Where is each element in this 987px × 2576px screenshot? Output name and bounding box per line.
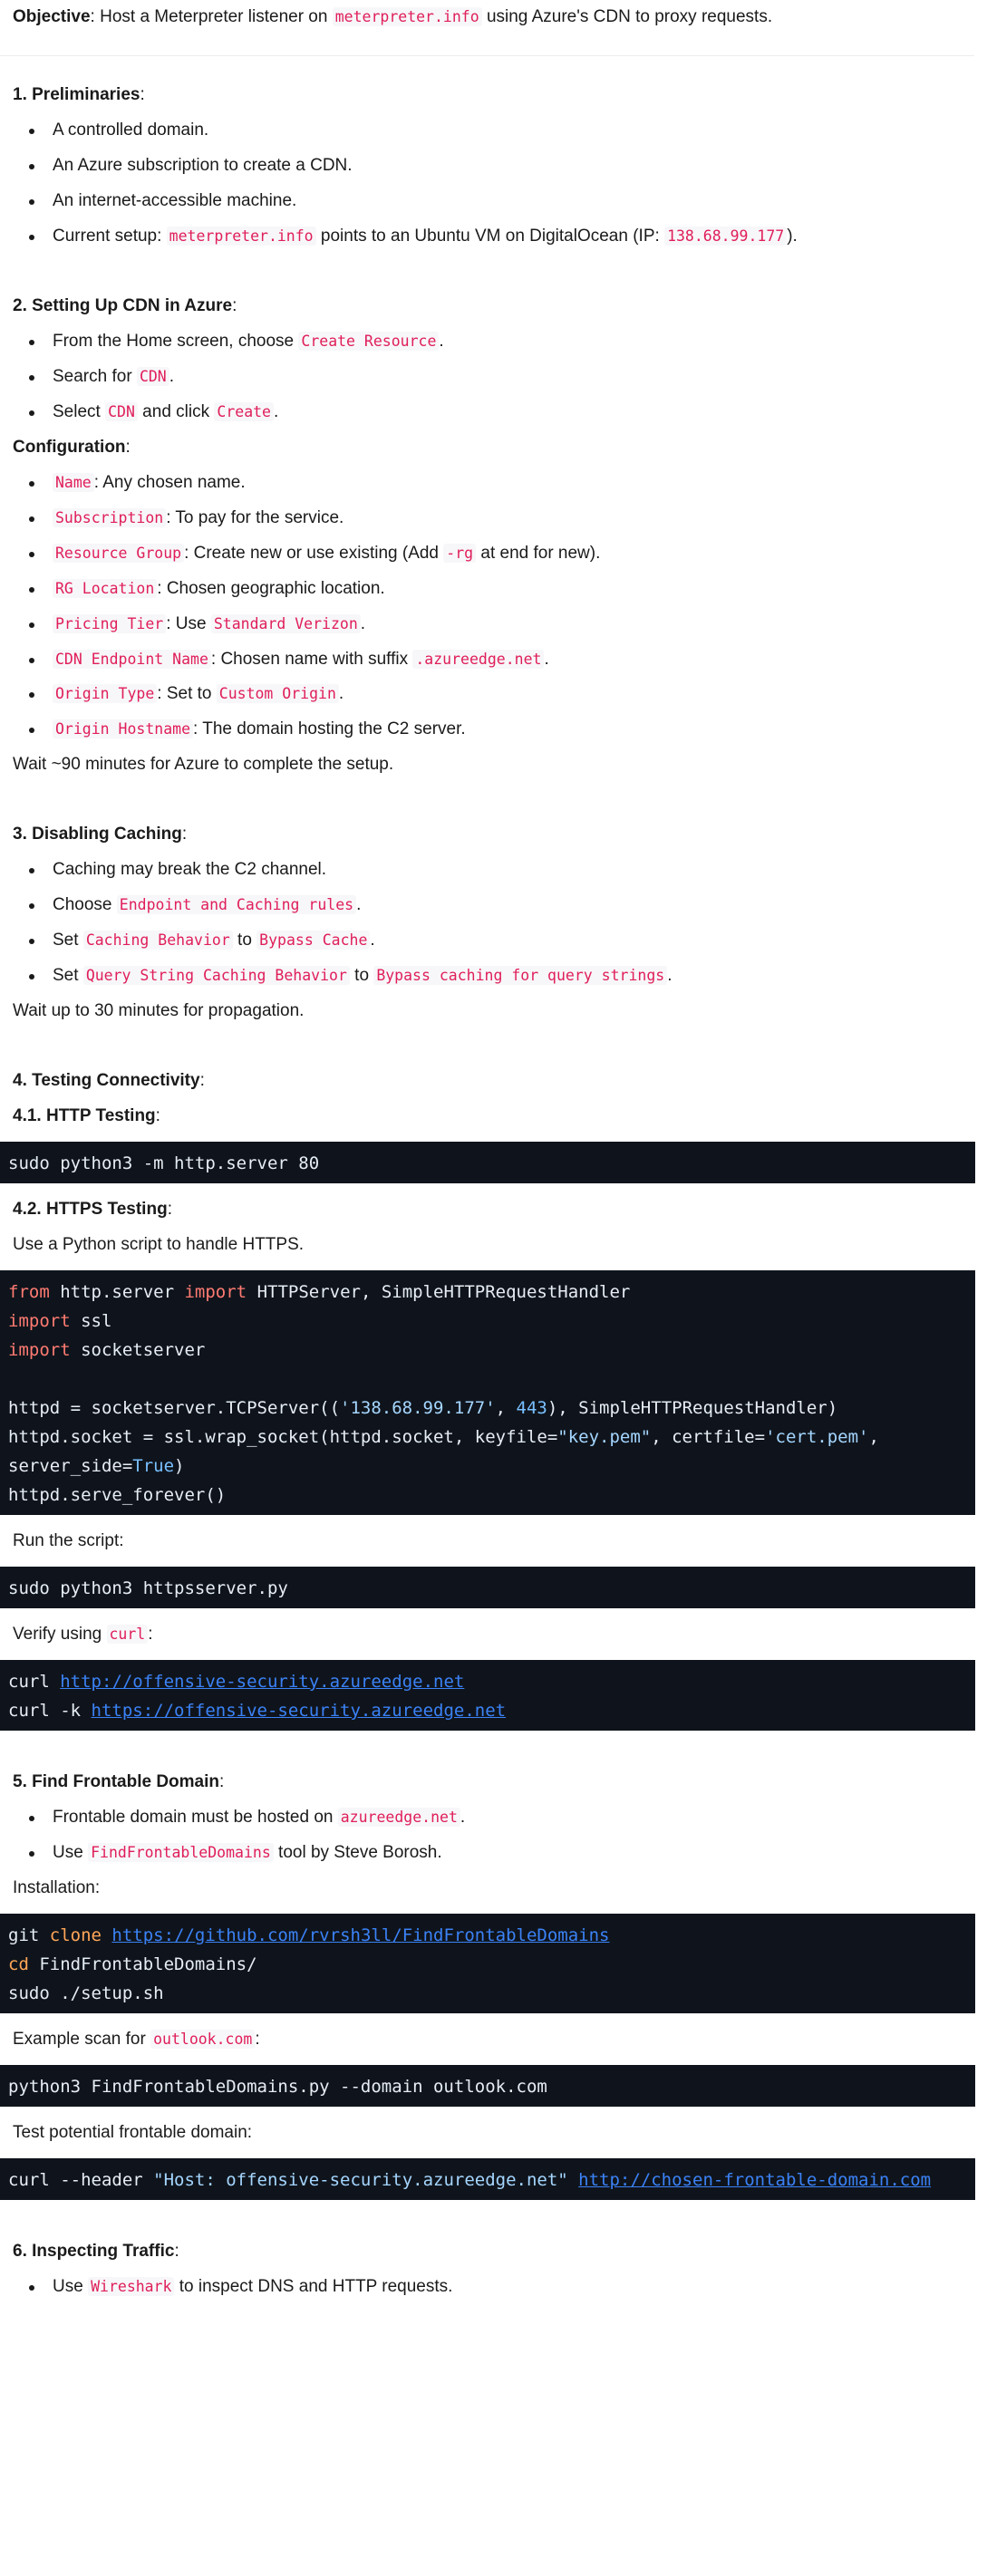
list-item-text: : Any chosen name. (93, 472, 246, 492)
code-block[interactable] (0, 1660, 975, 1731)
subsection-heading: 4.1. HTTP Testing: (13, 1106, 160, 1126)
inline-code: Standard Verizon (211, 614, 361, 633)
paragraph (13, 1623, 974, 1647)
code-line: sudo python3 httpsserver.py (8, 1578, 288, 1599)
code-block[interactable] (0, 2158, 975, 2200)
code-command: cd (8, 1954, 29, 1974)
code-literal: True (132, 1456, 175, 1477)
divider (0, 55, 974, 56)
code-line: sudo python3 -m http.server 80 (8, 1153, 320, 1174)
objective (13, 5, 974, 30)
inline-code: CDN (105, 402, 138, 421)
code-number: 443 (516, 1398, 547, 1419)
code-text: httpd = socketserver.TCPServer(( (8, 1398, 341, 1419)
code-link[interactable]: http://offensive-security.azureedge.net (60, 1672, 465, 1692)
bullet-list (13, 330, 974, 425)
code-text: ssl (70, 1311, 112, 1332)
inline-code: Custom Origin (217, 684, 339, 703)
section-heading: 1. Preliminaries: (13, 84, 145, 104)
list-item-text: An Azure subscription to create a CDN. (53, 155, 353, 175)
inline-code: meterpreter.info (333, 7, 482, 26)
list-item-text: . (667, 966, 673, 986)
section-heading: 6. Inspecting Traffic: (13, 2241, 179, 2261)
code-block[interactable] (0, 1567, 975, 1608)
list-item-text: ). (787, 226, 798, 246)
subsection-title: 4.1. HTTP Testing (13, 1106, 156, 1126)
inline-code: Bypass Cache (256, 931, 370, 950)
code-link[interactable]: https://github.com/rvrsh3ll/FindFrontableDomains (111, 1925, 610, 1945)
list-item-text: . (274, 401, 279, 421)
code-link[interactable]: http://chosen-frontable-domain.com (578, 2169, 932, 2190)
list-item (13, 613, 974, 637)
list-item-text: to (232, 931, 257, 950)
bullet-list (13, 471, 974, 743)
list-item-text: . (360, 613, 366, 633)
paragraph: Run the script: (13, 1531, 124, 1551)
code-text: socketserver (70, 1340, 206, 1361)
code-block[interactable] (0, 2065, 975, 2107)
list-item-text: : Create new or use existing (Add (184, 543, 444, 563)
inline-code: RG Location (53, 579, 157, 598)
list-item (13, 507, 974, 531)
paragraph: Wait up to 30 minutes for propagation. (13, 1001, 305, 1021)
list-item-text: From the Home screen, choose (53, 331, 299, 351)
section-heading: 2. Setting Up CDN in Azure: (13, 295, 237, 315)
paragraph-text: Verify using (13, 1625, 107, 1645)
section-title: 5. Find Frontable Domain (13, 1772, 220, 1791)
subsection-title: 4.2. HTTPS Testing (13, 1200, 168, 1220)
code-keyword: from (8, 1282, 50, 1303)
code-text: , (495, 1398, 517, 1419)
inline-code: Origin Type (53, 684, 157, 703)
inline-code: outlook.com (150, 2030, 255, 2049)
list-item-text: at end for new). (476, 543, 601, 563)
inline-code: Subscription (53, 508, 166, 527)
paragraph (13, 2028, 974, 2052)
list-item (13, 1806, 974, 1830)
list-item-text: : To pay for the service. (166, 507, 344, 527)
config-heading: Configuration: (13, 437, 131, 457)
code-string: '138.68.99.177' (340, 1398, 496, 1419)
code-text: , (868, 1427, 879, 1448)
list-item (13, 225, 974, 249)
list-item-text: . (338, 684, 344, 704)
inline-code: azureedge.net (338, 1808, 460, 1827)
inline-code: curl (107, 1625, 149, 1644)
list-item-text: Select (53, 401, 106, 421)
code-text: , certfile= (651, 1427, 766, 1448)
code-text: curl (8, 1672, 61, 1692)
list-item-text: . (460, 1807, 466, 1827)
list-item (13, 119, 974, 143)
list-item-text: Frontable domain must be hosted on (53, 1807, 338, 1827)
list-item-text: Current setup: (53, 226, 167, 246)
bullet-list (13, 858, 974, 989)
inline-code: Create (214, 402, 274, 421)
inline-code: Caching Behavior (83, 931, 233, 950)
paragraph-text: : (148, 1625, 153, 1645)
inline-code: FindFrontableDomains (88, 1843, 274, 1862)
list-item-text: to inspect DNS and HTTP requests. (174, 2276, 453, 2296)
code-text (568, 2170, 578, 2190)
list-item (13, 929, 974, 953)
paragraph: Wait ~90 minutes for Azure to complete the setup. (13, 755, 394, 775)
section-title: 1. Preliminaries (13, 84, 140, 104)
code-line: httpd.serve_forever() (8, 1485, 227, 1506)
list-item (13, 471, 974, 496)
inline-code: Endpoint and Caching rules (117, 895, 356, 914)
config-title: Configuration (13, 437, 126, 457)
list-item-text: Choose (53, 895, 117, 915)
inline-code: meterpreter.info (167, 227, 316, 246)
code-line (8, 1921, 967, 1950)
list-item (13, 1841, 974, 1866)
list-item-text: : Chosen geographic location. (157, 578, 385, 598)
code-line: sudo ./setup.sh (8, 1983, 164, 2003)
list-item-text: and click (137, 401, 215, 421)
inline-code: Pricing Tier (53, 614, 166, 633)
section-heading: 3. Disabling Caching: (13, 825, 188, 844)
code-command: git (8, 1925, 40, 1945)
code-line (8, 1452, 967, 1481)
list-item-text: : Set to (157, 684, 217, 704)
code-string: "Host: offensive-security.azureedge.net" (153, 2169, 568, 2190)
list-item-text: Caching may break the C2 channel. (53, 860, 327, 880)
list-item-text: : Use (166, 613, 211, 633)
code-text: curl --header (8, 2169, 154, 2190)
list-item-text: . (544, 649, 549, 669)
list-item (13, 365, 974, 390)
code-string: "key.pem" (557, 1427, 652, 1448)
inline-code: Resource Group (53, 544, 184, 563)
code-text: curl -k (8, 1701, 92, 1721)
list-item (13, 964, 974, 989)
list-item-text: Use (53, 1842, 89, 1862)
code-text: HTTPServer, SimpleHTTPRequestHandler (247, 1282, 631, 1303)
objective-text: : Host a Meterpreter listener on (90, 7, 333, 26)
list-item-text: A controlled domain. (53, 120, 209, 140)
list-item (13, 154, 974, 178)
list-item-text: Search for (53, 366, 137, 386)
list-item (13, 682, 974, 707)
list-item-text: . (370, 931, 375, 950)
code-keyword: import (8, 1311, 71, 1332)
subsection-heading: 4.2. HTTPS Testing: (13, 1200, 172, 1220)
code-string: 'cert.pem' (765, 1427, 869, 1448)
objective-label: Objective (13, 7, 91, 26)
code-line (8, 1667, 967, 1696)
inline-code: CDN (137, 367, 169, 386)
inline-code: Wireshark (88, 2277, 174, 2296)
list-item (13, 2275, 974, 2300)
section-title: 2. Setting Up CDN in Azure (13, 295, 233, 315)
section-title: 3. Disabling Caching (13, 825, 182, 844)
code-keyword: import (8, 1340, 71, 1361)
inline-code: Origin Hostname (53, 719, 193, 738)
list-item-text: tool by Steve Borosh. (273, 1842, 442, 1862)
code-line (8, 1307, 967, 1336)
section-heading: 5. Find Frontable Domain: (13, 1772, 225, 1791)
code-line (8, 1950, 967, 1979)
code-block[interactable] (0, 1142, 975, 1183)
code-line (8, 1696, 967, 1725)
paragraph: Installation: (13, 1877, 101, 1897)
code-text: http.server (49, 1282, 185, 1303)
code-subcommand: clone (39, 1925, 112, 1945)
list-item-text: Use (53, 2276, 89, 2296)
code-text: FindFrontableDomains/ (28, 1954, 257, 1974)
list-item-text: . (169, 366, 175, 386)
code-line (8, 2166, 967, 2195)
code-keyword: import (184, 1282, 247, 1303)
list-item-text: Set (53, 966, 83, 986)
list-item-text: points to an Ubuntu VM on DigitalOcean (IP: (315, 226, 665, 246)
list-item-text: : Chosen name with suffix (210, 649, 413, 669)
section-title: 6. Inspecting Traffic (13, 2241, 175, 2261)
paragraph-text: Example scan for (13, 2029, 151, 2049)
code-block[interactable] (0, 1914, 975, 2013)
code-block[interactable] (0, 1270, 975, 1515)
bullet-list (13, 2275, 974, 2300)
bullet-list (13, 119, 974, 249)
list-item-text: . (439, 331, 444, 351)
inline-code: Bypass caching for query strings (373, 966, 667, 985)
inline-code: Query String Caching Behavior (83, 966, 350, 985)
paragraph: Test potential frontable domain: (13, 2122, 253, 2142)
list-item (13, 330, 974, 354)
inline-code: 138.68.99.177 (664, 227, 787, 246)
list-item (13, 648, 974, 672)
code-text: httpd.socket = ssl.wrap_socket(httpd.socket, keyfile= (8, 1427, 558, 1448)
inline-code: Name (53, 473, 94, 492)
list-item (13, 542, 974, 566)
list-item (13, 718, 974, 742)
inline-code: CDN Endpoint Name (53, 650, 211, 669)
code-line (8, 1336, 967, 1365)
code-text: ), SimpleHTTPRequestHandler) (547, 1398, 838, 1419)
bullet-list (13, 1806, 974, 1866)
section-title: 4. Testing Connectivity (13, 1071, 200, 1091)
code-line (8, 1278, 967, 1307)
code-line (8, 1394, 967, 1423)
list-item-text: Set (53, 931, 83, 950)
paragraph: Use a Python script to handle HTTPS. (13, 1235, 305, 1255)
code-line (8, 1423, 967, 1452)
code-line-blank (8, 1365, 967, 1394)
inline-code: -rg (443, 544, 476, 563)
list-item-text: An internet-accessible machine. (53, 190, 297, 210)
code-text: server_side= (8, 1456, 133, 1477)
code-line: python3 FindFrontableDomains.py --domain outlook.com (8, 2076, 547, 2097)
objective-text: using Azure's CDN to proxy requests. (481, 7, 773, 26)
list-item (13, 893, 974, 918)
code-link[interactable]: https://offensive-security.azureedge.net (91, 1701, 507, 1721)
code-text: ) (174, 1456, 185, 1477)
inline-code: Create Resource (298, 332, 439, 351)
section-heading: 4. Testing Connectivity: (13, 1071, 205, 1091)
list-item-text: . (356, 895, 362, 915)
list-item (13, 400, 974, 425)
list-item-text: to (349, 966, 374, 986)
list-item (13, 858, 974, 883)
inline-code: .azureedge.net (412, 650, 544, 669)
list-item (13, 189, 974, 214)
list-item (13, 577, 974, 602)
list-item-text: : The domain hosting the C2 server. (193, 719, 466, 739)
paragraph-text: : (255, 2029, 260, 2049)
